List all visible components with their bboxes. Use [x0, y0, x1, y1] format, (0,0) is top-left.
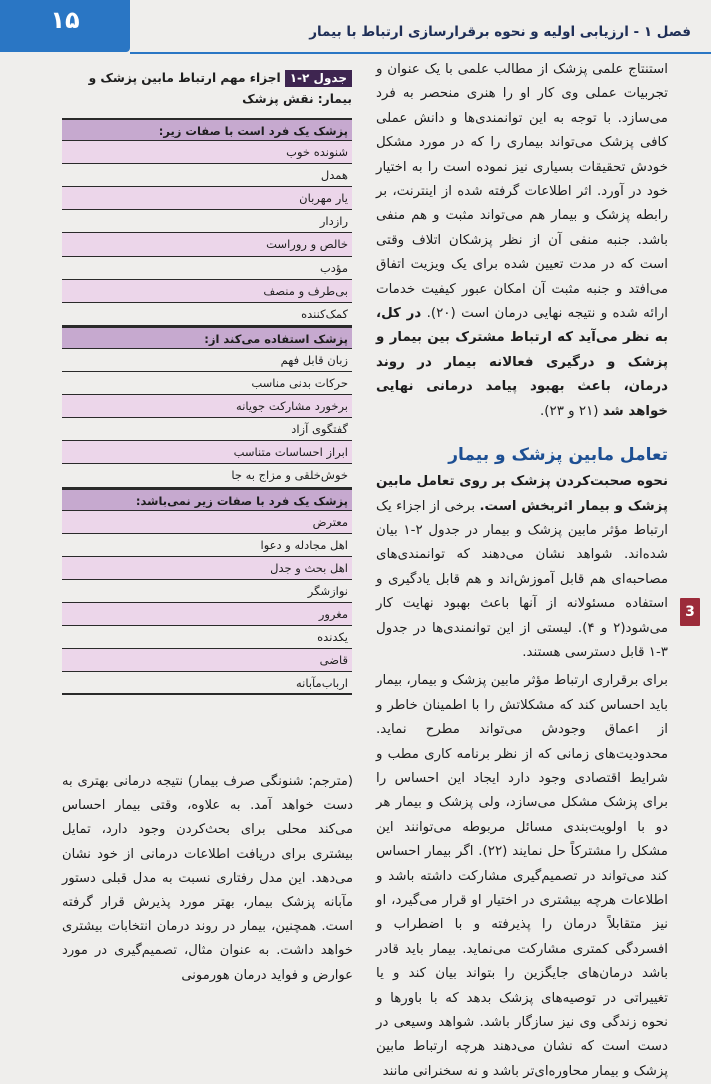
table-group-header: پزشک استفاده می‌کند از:: [62, 326, 352, 349]
table-row: حرکات بدنی مناسب: [62, 372, 352, 395]
right-column-text: [376, 58, 668, 1084]
table-row: یار مهربان: [62, 187, 352, 210]
table-row: یکدنده: [62, 626, 352, 649]
table-row: اهل مجادله و دعوا: [62, 534, 352, 557]
paragraph-intro-ref: (۲۱ و ۲۳).: [540, 403, 603, 419]
chapter-marker: 3: [680, 598, 700, 626]
table-2-1: [62, 66, 352, 695]
table-group-header: پزشک یک فرد با صفات زیر نمی‌باشد:: [62, 488, 352, 511]
table-row: ابراز احساسات متناسب: [62, 441, 352, 464]
table-row: ارباب‌مآبانه: [62, 672, 352, 695]
table-rows: [62, 118, 352, 695]
table-group-header: پزشک یک فرد است با صفات زیر:: [62, 118, 352, 141]
paragraph-interaction-bold: نحوه صحبت‌کردن پزشک بر روی تعامل مابین پزشک و بیمار اثربخش است.: [376, 474, 668, 514]
translator-note: [62, 770, 353, 988]
paragraph-interaction: [376, 470, 668, 665]
table-title-text: اجزاء مهم ارتباط مابین پزشک و بیمار: نقش پزشک: [88, 71, 352, 106]
table-row: گفتگوی آزاد: [62, 418, 352, 441]
table-row: زبان قابل فهم: [62, 349, 352, 372]
page-number-tab: [0, 0, 130, 52]
table-title: [62, 66, 352, 110]
table-row: شنونده خوب: [62, 141, 352, 164]
translator-note-text: (مترجم: شنونگی صرف بیمار) نتیجه درمانی بهتری به دست خواهد آمد. به علاوه، وقتی بیمار احساس می‌کند محلی برای بحث‌کردن وجود دارد، تمایل بیشتری برای دریافت اطلاعات درمانی از خود نشان می‌دهد. این مدل رفتاری نسبت به مدل قبلی دستور مآبانه پزشک بیمار، بهتر مورد پذیرش قرار گرفته است. همچنین، بیمار در روند درمان انتخابات بیشتری خواهد داشت. به عنوان مثال، تصمیم‌گیری در مورد عوارض و فواید درمان هورمونی: [62, 774, 353, 983]
table-row: خوش‌خلقی و مزاج به جا: [62, 464, 352, 487]
table-row: معترض: [62, 511, 352, 534]
table-row: قاضی: [62, 649, 352, 672]
paragraph-intro: [376, 58, 668, 424]
table-row: مؤدب: [62, 257, 352, 280]
paragraph-intro-text: استنتاج علمی پزشک از مطالب علمی با یک عنوان و تجربیات عملی وی کار او را هنری منحصر به فرد می‌سازد. با توجه به این توانمندی‌ها و دانش عملی کافی پزشک می‌تواند بیماری را که در مورد مشکل خودش تحقیقات بسیاری نیز نموده است را به اختیار خود در آورد. اثر اطلاعات گرفته شده از اینترنت، بر رابطه پزشک و بیمار هم می‌تواند مثبت و هم منفی باشد. جنبه منفی آن از نظر پزشکان اتلاف وقتی است که در مدت تعیین شده برای یک ویزیت اتفاق می‌افتد و جنبه مثبت آن امکان عبور کیفیت خدمات ارائه شده و نتیجه نهایی درمان است (۲۰).: [376, 62, 668, 322]
paragraph-interaction-text: برخی از اجزاء یک ارتباط مؤثر مابین پزشک و بیمار در جدول ۲-۱ بیان شده‌اند. شواهد نشان می‌دهند که توانمندی‌های مصاحبه‌ای هم قابل آموزش‌اند و هم قابل یادگیری و استفاده مسئولانه از آنها باعث بهبود نهایت کار می‌شود(۲ و ۴). لیستی از این توانمندی‌ها در جدول ۳-۱ قابل دسترسی هستند.: [376, 498, 668, 660]
page-header: [0, 0, 711, 54]
table-row: بی‌طرف و منصف: [62, 280, 352, 303]
table-row: مغرور: [62, 603, 352, 626]
chapter-title: فصل ۱ - ارزیابی اولیه و نحوه برقرارسازی ارتباط با بیمار: [309, 24, 691, 40]
page-number: ۱۵: [50, 6, 80, 34]
table-row: نوازشگر: [62, 580, 352, 603]
paragraph-effective-communication: برای برقراری ارتباط مؤثر مابین پزشک و بیمار، بیمار باید احساس کند که مشکلاتش را با اطمینان خاطر و از اعماق وجودش می‌تواند مطرح نماید. محدودیت‌های زمانی که از نظر برنامه کاری مطب و شرایط اقتصادی وجود دارد ایجاد این احساس را برای پزشک مشکل می‌سازد، ولی پزشک و بیمار هر دو با اولویت‌بندی مسائل مربوطه می‌توانند این مشکل را مشترکاً حل نمایند (۲۲). اگر بیمار احساس کند می‌تواند در تصمیم‌گیری مشارکت داشته باشد و اطلاعات هرچه بیشتری در اختیار او قرار می‌گیرد، او نیز متقابلاً درمان را پذیرفته و با اضطراب و افسردگی کمتری مشارکت می‌نماید. بیمار باید قادر باشد درمان‌های جایگزین را بتواند بیان کند و یا تغییراتی در توصیه‌های پزشک بدهد که با باورها و نحوه زندگی وی نیز سازگار باشد. شواهد وسیعی در دست است که نشان می‌دهند هرچه ارتباط مابین پزشک و بیمار محاوره‌ای‌تر باشد و نه سخنرانی مانند: [376, 673, 668, 1079]
section-heading: تعامل مابین پزشک و بیمار: [448, 445, 668, 466]
table-row: کمک‌کننده: [62, 303, 352, 326]
table-label: جدول ۲-۱: [285, 70, 352, 87]
header-rule: [130, 52, 711, 54]
paragraph-intro-bold: در کل، به نظر می‌آید که ارتباط مشترک بین بیمار و پزشک و درگیری فعالانه بیمار در روند درمان، باعث بهبود پیامد درمانی نهایی خواهد شد: [376, 306, 668, 419]
table-row: اهل بحث و جدل: [62, 557, 352, 580]
table-row: برخورد مشارکت جویانه: [62, 395, 352, 418]
table-row: همدل: [62, 164, 352, 187]
table-row: رازدار: [62, 210, 352, 233]
table-row: خالص و روراست: [62, 233, 352, 256]
